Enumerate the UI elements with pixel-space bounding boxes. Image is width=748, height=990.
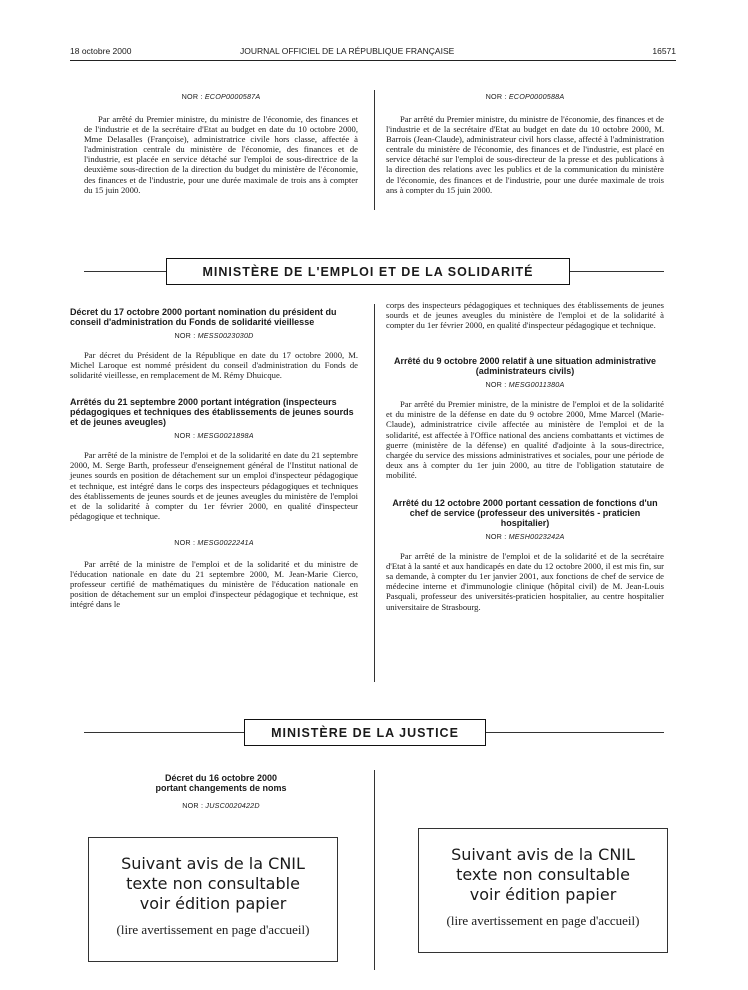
column-divider-justice — [374, 770, 375, 970]
article-text — [70, 450, 358, 521]
nor-reference — [386, 532, 664, 541]
nor-reference — [386, 380, 664, 389]
cnil-notice-box-right — [418, 828, 668, 953]
cnil-line-3: voir édition papier — [139, 894, 287, 913]
header-page-number: 16571 — [652, 46, 676, 56]
arretes-integration-title: Arrêtés du 21 septembre 2000 portant intégration (inspecteurs pédagogiques et techniques des établissements de jeunes sourds et de jeunes aveugles) — [70, 397, 354, 428]
arrete-oct12-title: Arrêté du 12 octobre 2000 portant cessation de fonctions d'un chef de service (professeur des universités - praticien hospitalier) — [392, 498, 658, 529]
article-text — [70, 559, 358, 609]
cnil-line-1: Suivant avis de la CNIL — [451, 845, 635, 864]
nor-reference — [70, 331, 358, 340]
cnil-line-1: Suivant avis de la CNIL — [121, 854, 305, 873]
nor-code: MESG0011380A — [508, 380, 565, 390]
nor-code: MESG0022241A — [197, 537, 254, 547]
nor-code: ECOP0000587A — [204, 92, 261, 101]
emploi-right-column — [386, 300, 664, 612]
header-rule — [70, 60, 676, 61]
article-text — [386, 399, 664, 480]
article-paragraph: Par arrêté du Premier ministre, du ministre de l'économie, des finances et de l'industrie et de la secrétaire d'Etat au budget en date du 10 octobre 2000, Mme Delasalles (Françoise), administratrice civile hors classe, affectée à l'administration centrale du ministère de l'économie, des finances et de l'industrie, est placée en service détaché sur l'emploi de sous-directrice de la deuxième sous-direction de la direction du budget du ministère de l'économie, des finances et de l'industrie, pour une durée maximale de trois ans à compter du 15 juin 2000. — [84, 114, 358, 195]
nor-label: NOR : — [485, 532, 507, 542]
header-journal-title: JOURNAL OFFICIEL DE LA RÉPUBLIQUE FRANÇAISE — [240, 46, 455, 56]
nor-code: JUSC0020422D — [205, 801, 260, 810]
top-left-article — [84, 92, 358, 195]
top-right-article — [386, 92, 664, 195]
article-paragraph: Par arrêté de la ministre de l'emploi et de la solidarité et de la secrétaire d'Etat à la santé et aux handicapés en date du 12 octobre 2000, il est mis fin, sur sa demande, à compter du 1er janvier 2001, aux fonctions de chef de service de médecine interne et d'immunologie clinique (hôpital civil) de M. Jean-Louis Pasquali, professeur des universités-praticien hospitalier, au centre hospitalier universitaire de Strasbourg. — [386, 551, 664, 612]
nor-reference — [84, 92, 358, 101]
nor-code: MESS0023030D — [197, 331, 254, 340]
nor-code: ECOP0000588A — [508, 92, 565, 101]
nor-reference — [70, 538, 358, 547]
article-text — [84, 114, 358, 195]
nor-code: MESH0023242A — [508, 532, 565, 542]
decret-noms-title-line1: Décret du 16 octobre 2000 — [164, 773, 278, 783]
arrete-oct9-title: Arrêté du 9 octobre 2000 relatif à une situation administrative (administrateurs civils) — [393, 356, 657, 377]
nor-reference — [70, 431, 358, 440]
nor-reference — [386, 92, 664, 101]
nor-label: NOR : — [174, 331, 196, 340]
nor-code: MESG0021898A — [197, 431, 254, 441]
ministry-emploi-heading: MINISTÈRE DE L'EMPLOI ET DE LA SOLIDARITÉ — [166, 258, 570, 285]
cnil-line-3: voir édition papier — [469, 885, 617, 904]
column-divider-emploi — [374, 304, 375, 682]
article-paragraph: Par arrêté de la ministre de l'emploi et de la solidarité en date du 21 septembre 2000, M. Serge Barth, professeur d'enseignement général de l'Institut national de jeunes sourds en position de détachement sur un emploi d'inspecteur pédagogique et technique, est intégré dans le corps des inspecteurs pédagogiques et techniques des établissements de jeunes sourds et de jeunes aveugles du ministère de l'emploi et de la solidarité à compter du 1er février 2000, en qualité d'inspecteur pédagogique et technique. — [70, 450, 358, 521]
cnil-line-2: texte non consultable — [126, 874, 300, 893]
nor-label: NOR : — [181, 92, 203, 101]
article-paragraph: Par arrêté du Premier ministre, du ministre de l'économie, des finances et de l'industrie et de la secrétaire d'Etat au budget en date du 10 octobre 2000, M. Barrois (Jean-Claude), administrateur civil hors classe, affecté à l'administration centrale du ministère de l'économie, des finances et de l'industrie, est placé en service détaché sur l'emploi de sous-directeur de la presse et des publications à la direction des relations avec les publics et de la communication du ministère de l'économie, des finances et de l'industrie, pour une durée maximale de trois ans à compter du 15 juin 2000. — [386, 114, 664, 195]
ministry-justice-heading: MINISTÈRE DE LA JUSTICE — [244, 719, 486, 746]
article-text — [386, 114, 664, 195]
article-paragraph: corps des inspecteurs pédagogiques et techniques des établissements de jeunes sourds et de jeunes aveugles du ministère de l'emploi et de la solidarité à compter du 1er février 2000, en qualité d'inspecteur pédagogique et technique. — [386, 300, 664, 331]
nor-label: NOR : — [174, 431, 196, 441]
column-divider-top — [374, 90, 375, 210]
cnil-line-4: (lire avertissement en page d'accueil) — [446, 913, 640, 928]
header-date: 18 octobre 2000 — [70, 46, 132, 56]
article-paragraph: Par décret du Président de la République en date du 17 octobre 2000, M. Michel Laroque est nommé président du conseil d'administration du Fonds de solidarité vieillesse, en remplacement de M. Rémy Dhuicque. — [70, 350, 358, 381]
article-paragraph: Par arrêté du Premier ministre, de la ministre de l'emploi et de la solidarité et du ministre de la défense en date du 9 octobre 2000, Mme Marcel (Marie-Claude), administratrice civile affectée au ministère de l'emploi et de la solidarité, est affectée à l'Office national des anciens combattants et victimes de guerre (ministère de la défense) en qualité d'adjointe à la sous-directrice, chargée du service des missions administratives et sociales, pour une période de deux ans à compter du 1er juin 2000, au titre de l'obligation statutaire de mobilité. — [386, 399, 664, 480]
nor-reference — [84, 801, 358, 810]
justice-decret — [84, 773, 358, 810]
article-text-continued — [386, 300, 664, 330]
cnil-line-4: (lire avertissement en page d'accueil) — [116, 922, 310, 937]
decret-fsv-title: Décret du 17 octobre 2000 portant nomination du président du conseil d'administration du Fonds de solidarité vieillesse — [70, 307, 337, 327]
nor-label: NOR : — [485, 92, 507, 101]
emploi-left-column — [70, 307, 358, 609]
cnil-line-2: texte non consultable — [456, 865, 630, 884]
nor-label: NOR : — [174, 537, 196, 547]
nor-label: NOR : — [182, 801, 204, 810]
cnil-notice-box-left — [88, 837, 338, 962]
article-text — [70, 350, 358, 380]
article-paragraph: Par arrêté de la ministre de l'emploi et de la solidarité et du ministre de l'éducation nationale en date du 21 septembre 2000, M. Jean-Marie Cierco, professeur certifié de mathématiques du ministère de l'éducation nationale en position de détachement sur un emploi d'inspecteur pédagogique et technique, est intégré dans le — [70, 558, 358, 610]
decret-noms-title-line2: portant changements de noms — [155, 783, 287, 793]
article-text — [386, 551, 664, 612]
nor-label: NOR : — [485, 380, 507, 390]
